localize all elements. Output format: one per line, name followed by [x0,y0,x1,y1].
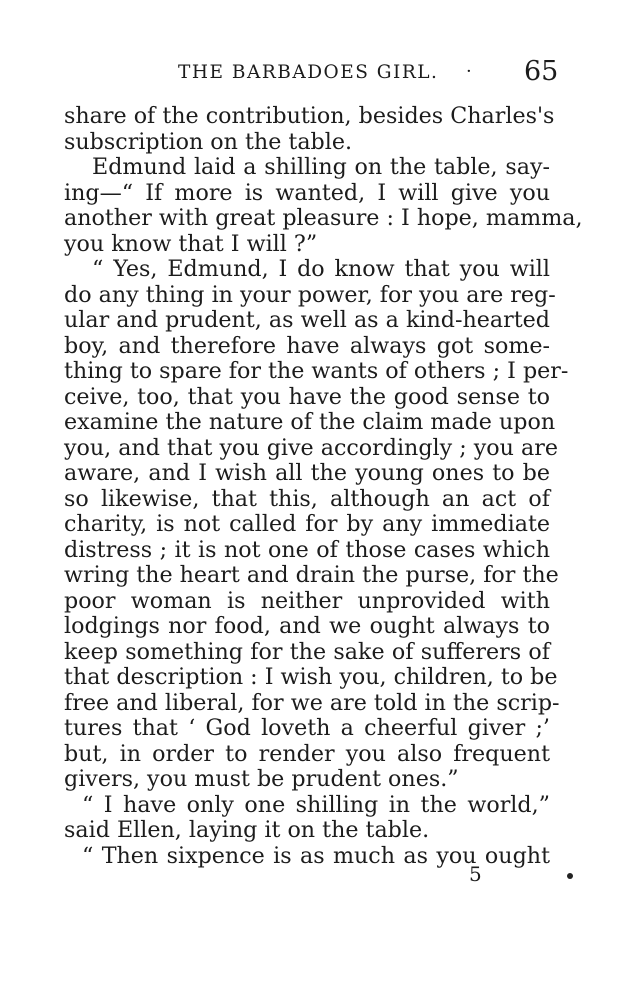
text-line: so likewise, that this, although an act of [64,485,550,512]
running-head [0,56,643,96]
text-line: subscription on the table. [64,128,353,155]
text-line: examine the nature of the claim made upon [64,409,556,435]
signature-mark: 5 [469,862,482,886]
text-line: share of the contribution, besides Charles's [64,103,555,129]
ink-dot [567,873,573,879]
text-line: “ Yes, Edmund, I do know that you will [92,256,550,282]
text-line: you know that I will ?” [64,230,318,257]
text-line: charity, is not called for by any immediate [64,511,550,537]
text-line: boy, and therefore have always got some- [64,332,550,359]
body-text [64,103,583,869]
text-line: wring the heart and drain the purse, for the [64,562,559,588]
text-line: lodgings nor food, and we ought always to [64,613,550,639]
text-line: tures that ‘ God loveth a cheerful giver ;’ [64,715,550,741]
running-title: THE BARBADOES GIRL. [178,62,439,83]
header-separator: · [466,61,472,82]
text-line: another with great pleasure : I hope, mamma, [64,205,583,231]
text-line: said Ellen, laying it on the table. [64,817,430,843]
text-line: “ I have only one shilling in the world,” [82,791,550,818]
text-line: “ Then sixpence is as much as you ought [82,842,550,869]
page-number: 65 [524,56,559,87]
text-line: aware, and I wish all the young ones to be [64,460,550,486]
text-line: keep something for the sake of sufferers of [64,638,550,665]
text-line: ular and prudent, as well as a kind-hearted [64,307,550,333]
text-line: but, in order to render you also frequent [64,740,550,767]
text-line: poor woman is neither unprovided with [64,587,550,614]
text-line: distress ; it is not one of those cases which [64,536,550,563]
text-line: that description : I wish you, children, to be [64,664,558,690]
text-line: free and liberal, for we are told in the scrip- [64,689,560,716]
text-line: ing—“ If more is wanted, I will give you [64,179,550,206]
text-line: ceive, too, that you have the good sense to [64,383,550,410]
text-line: Edmund laid a shilling on the table, say- [92,154,550,180]
text-line: do any thing in your power, for you are reg- [64,281,556,308]
text-line: thing to spare for the wants of others ; I per- [64,358,569,384]
text-line: givers, you must be prudent ones.” [64,766,459,792]
text-line: you, and that you give accordingly ; you are [64,434,558,461]
